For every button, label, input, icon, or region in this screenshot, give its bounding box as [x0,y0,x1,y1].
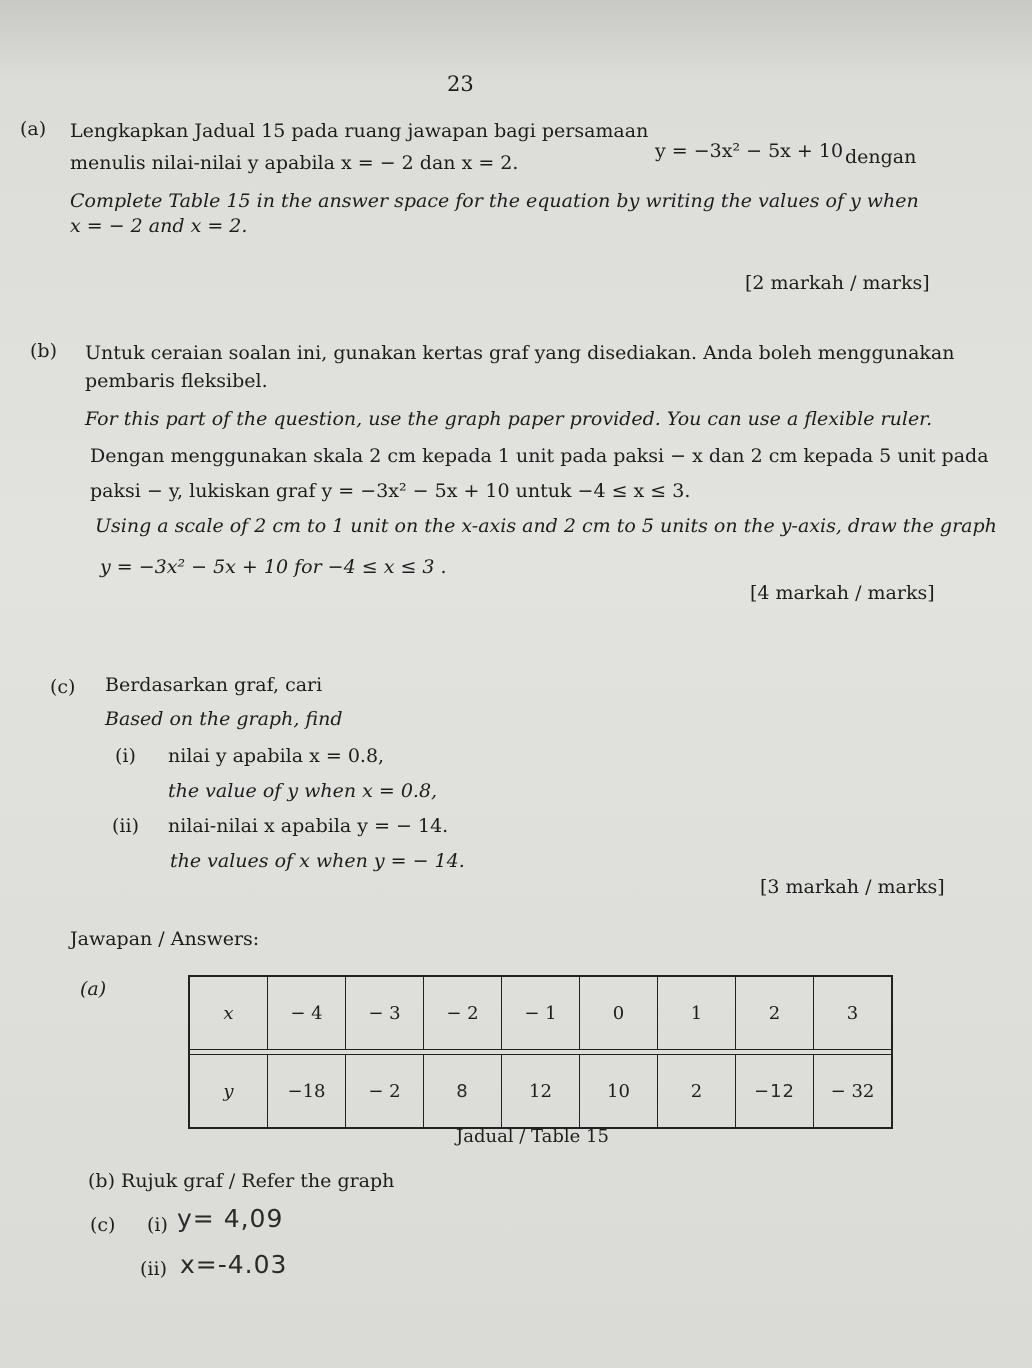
x-cell: − 1 [502,976,580,1050]
x-header: x [189,976,268,1050]
answer-c-ii-label: (ii) [140,1258,167,1280]
y-cell: −18 [268,1055,346,1129]
part-a-label: (a) [20,118,47,140]
part-c-ii-english: the values of x when y = − 14. [170,850,465,872]
x-cell: 2 [736,976,814,1050]
part-a-marks: [2 markah / marks] [745,272,930,294]
part-b-marks: [4 markah / marks] [750,582,935,604]
part-b-malay-scale1: Dengan menggunakan skala 2 cm kepada 1 unit pada paksi − x dan 2 cm kepada 5 unit pada [90,445,989,467]
part-c-malay: Berdasarkan graf, cari [105,674,323,696]
x-cell: − 2 [424,976,502,1050]
part-c-i-label: (i) [115,745,136,767]
part-c-marks: [3 markah / marks] [760,876,945,898]
answer-c-i-label: (i) [147,1214,168,1236]
part-b-malay-line2: pembaris fleksibel. [85,370,268,392]
table-15 [188,975,893,1129]
part-a-english-line1: Complete Table 15 in the answer space for the equation by writing the values of y when [70,190,919,212]
part-c-i-malay: nilai y apabila x = 0.8, [168,745,385,767]
part-b-malay-line1: Untuk ceraian soalan ini, gunakan kertas graf yang disediakan. Anda boleh menggunakan [85,342,955,364]
part-c-english: Based on the graph, find [105,708,343,730]
part-c-label: (c) [50,676,76,698]
answer-c-i-handwritten: y= 4,09 [177,1204,284,1233]
part-b-label: (b) [30,340,57,362]
y-cell: 12 [502,1055,580,1129]
x-cell: 3 [814,976,893,1050]
y-cell-handwritten: 8 [424,1055,502,1129]
part-c-ii-label: (ii) [112,815,139,837]
part-c-i-english: the value of y when x = 0.8, [168,780,438,802]
part-a-malay-line2: menulis nilai-nilai y apabila x = − 2 dan x = 2. [70,152,519,174]
y-cell: 10 [580,1055,658,1129]
part-a-malay-line1-end: dengan [845,146,917,168]
x-cell: 1 [658,976,736,1050]
y-cell: − 2 [346,1055,424,1129]
part-b-english-scale1: Using a scale of 2 cm to 1 unit on the x-axis and 2 cm to 5 units on the y-axis, draw the graph [95,515,997,537]
y-cell: − 32 [814,1055,893,1129]
part-a-equation: y = −3x² − 5x + 10 [655,140,844,162]
answer-c-ii-handwritten: x=-4.03 [180,1250,288,1279]
part-b-english-scale2: y = −3x² − 5x + 10 for −4 ≤ x ≤ 3 . [100,556,447,578]
table-row-x [189,976,892,1050]
x-cell: − 3 [346,976,424,1050]
table-caption: Jadual / Table 15 [456,1126,609,1147]
x-cell: 0 [580,976,658,1050]
part-a-malay-line1: Lengkapkan Jadual 15 pada ruang jawapan bagi persamaan [70,120,649,142]
y-header: y [189,1055,268,1129]
part-a-english-line2: x = − 2 and x = 2. [70,215,248,237]
x-cell: − 4 [268,976,346,1050]
table-row-y [189,1055,892,1129]
answer-c-label: (c) [90,1214,116,1236]
y-cell-handwritten: −12 [736,1055,814,1129]
answers-heading: Jawapan / Answers: [70,928,260,950]
page-number: 23 [447,72,474,96]
answer-a-label: (a) [80,978,107,1000]
answer-b-line: (b) Rujuk graf / Refer the graph [88,1170,395,1192]
y-cell: 2 [658,1055,736,1129]
part-b-english: For this part of the question, use the graph paper provided. You can use a flexible ruler. [85,408,933,430]
part-b-malay-scale2: paksi − y, lukiskan graf y = −3x² − 5x + 10 untuk −4 ≤ x ≤ 3. [90,480,691,502]
part-c-ii-malay: nilai-nilai x apabila y = − 14. [168,815,449,837]
